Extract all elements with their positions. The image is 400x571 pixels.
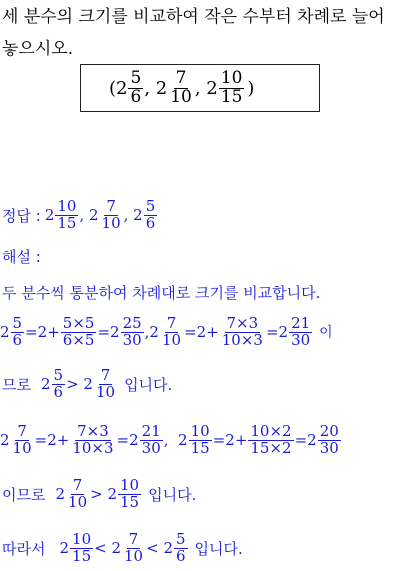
fraction: $\frac{10}{15}$ bbox=[120, 475, 140, 511]
explanation-label: 해설 : bbox=[2, 248, 41, 266]
fraction: $\frac{7}{10}$ bbox=[161, 313, 182, 349]
fraction: $\frac{10}{15}$ bbox=[190, 421, 210, 457]
question-line-2: 놓으시오. bbox=[2, 39, 74, 59]
fraction: $\frac{7}{10}$ bbox=[68, 475, 88, 511]
fraction: $\frac{10}{15}$ bbox=[72, 529, 92, 565]
fraction: $\frac{10}{15}$ bbox=[57, 196, 77, 232]
fraction: $\frac{20}{30}$ bbox=[319, 421, 339, 457]
explanation-line-1: 2 $\frac{5}{6}$ =2+ $\frac{5\times 5}{6\times 5}$ =2 $\frac{25}{30}$ ,2 $\frac{7}{10}$ =2+ $\frac{7\times 3}{10\times 3}$ =2 $\frac{21}{30}$ 이 bbox=[0, 313, 333, 349]
explanation-line-4: 이므로 2 $\frac{7}{10}$ > 2 $\frac{10}{15}$ 입니다. bbox=[2, 475, 197, 511]
fraction: $\frac{10}{15}$ bbox=[220, 67, 243, 107]
boxed-fractions: (2 $\frac{5}{6}$ , 2 $\frac{7}{10}$ , 2 $\frac{10}{15}$ ) bbox=[109, 67, 255, 107]
fraction: $\frac{5}{6}$ bbox=[176, 529, 186, 565]
fraction: $\frac{7}{10}$ bbox=[95, 365, 116, 401]
fraction: $\frac{7\times 3}{10\times 3}$ bbox=[221, 313, 263, 349]
fraction: $\frac{7}{10}$ bbox=[12, 421, 32, 457]
question-line-1: 세 분수의 크기를 비교하여 작은 수부터 차례로 늘어 bbox=[2, 7, 385, 27]
fraction: $\frac{5}{6}$ bbox=[12, 313, 23, 349]
fraction: $\frac{7}{10}$ bbox=[101, 196, 121, 232]
fraction: $\frac{5}{6}$ bbox=[53, 365, 64, 401]
fraction: $\frac{25}{30}$ bbox=[122, 313, 142, 349]
fraction: $\frac{5}{6}$ bbox=[145, 196, 156, 232]
fraction: $\frac{21}{30}$ bbox=[291, 313, 311, 349]
fraction: $\frac{5\times 5}{6\times 5}$ bbox=[62, 313, 95, 349]
explanation-line-5: 따라서 2 $\frac{10}{15}$ < 2 $\frac{7}{10}$ < 2 $\frac{5}{6}$ 입니다. bbox=[2, 529, 243, 565]
answer-line: 정답 : 2 $\frac{10}{15}$ , 2 $\frac{7}{10}$ , 2 $\frac{5}{6}$ bbox=[2, 196, 156, 232]
explanation-intro: 두 분수씩 통분하여 차례대로 크기를 비교합니다. bbox=[2, 284, 321, 302]
explanation-line-2: 므로 2 $\frac{5}{6}$ > 2 $\frac{7}{10}$ 입니다. bbox=[2, 365, 173, 401]
explanation-line-3: 2 $\frac{7}{10}$ =2+ $\frac{7\times 3}{10\times 3}$ =2 $\frac{21}{30}$ , 2 $\frac{10}{15}$ =2+ $\frac{10\times 2}{15\times 2}$ =2 $\frac{20}{30}$ bbox=[0, 421, 339, 457]
fraction: $\frac{7}{10}$ bbox=[124, 529, 144, 565]
fraction: $\frac{10\times 2}{15\times 2}$ bbox=[250, 421, 292, 457]
fraction: $\frac{5}{6}$ bbox=[130, 67, 142, 107]
fractions-box bbox=[80, 64, 320, 112]
fraction: $\frac{21}{30}$ bbox=[141, 421, 161, 457]
fraction: $\frac{7}{10}$ bbox=[170, 67, 192, 107]
answer-label: 정답 : bbox=[2, 206, 41, 225]
fraction: $\frac{7\times 3}{10\times 3}$ bbox=[72, 421, 114, 457]
